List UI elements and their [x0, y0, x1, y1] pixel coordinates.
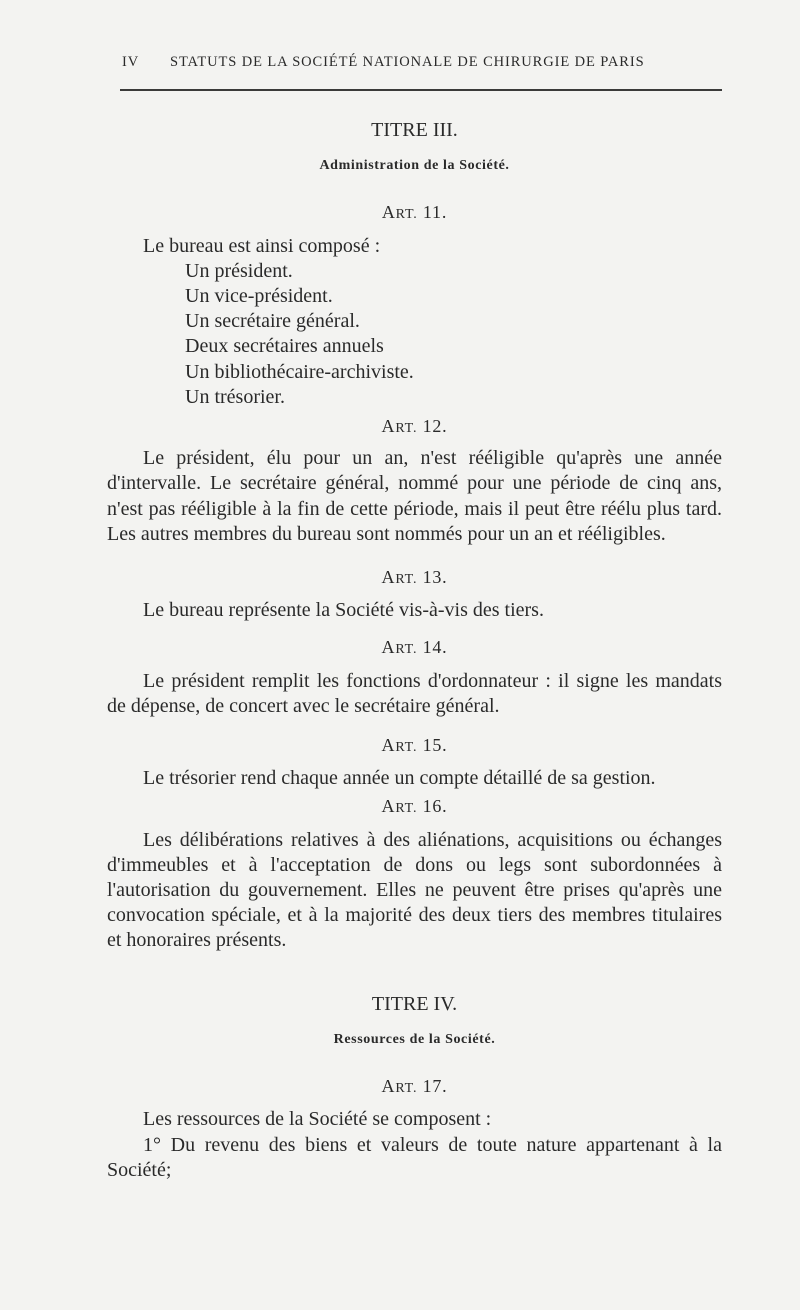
art-14-heading: ART. 14.	[381, 637, 448, 658]
list-item: Un bibliothécaire-archiviste.	[185, 360, 414, 383]
art-15-heading: ART. 15.	[381, 735, 448, 756]
list-item: Un trésorier.	[185, 385, 285, 408]
art-15-text: Le trésorier rend chaque année un compte détaillé de sa gestion.	[143, 767, 656, 790]
art-16-heading: ART. 16.	[381, 796, 448, 817]
art-13-text: Le bureau représente la Société vis-à-vis des tiers.	[143, 599, 544, 622]
art-16-text: Les délibérations relatives à des aliénations, acquisitions ou échanges d'immeubles et à l'acceptation de dons ou legs sont subordonnées à l'autorisation du gouvernement. Elles ne peuvent être prises qu'après une convocation spéciale, et à la majorité des deux tiers des membres titulaires et honoraires présents.	[107, 828, 722, 952]
titre-iv-subtitle: Ressources de la Société.	[333, 1031, 496, 1047]
art-11-heading: ART. 11.	[381, 202, 448, 223]
titre-iv-heading: TITRE IV.	[371, 992, 458, 1015]
art-14-text: Le président remplit les fonctions d'ordonnateur : il signe les mandats de dépense, de concert avec le secrétaire général.	[107, 669, 722, 717]
art-17-intro: Les ressources de la Société se composent :	[143, 1108, 492, 1131]
list-item: Un secrétaire général.	[185, 310, 360, 333]
running-header	[122, 54, 722, 71]
art-17-item-1: 1° Du revenu des biens et valeurs de toute nature appartenant à la Société;	[107, 1133, 722, 1181]
running-title: STATUTS DE LA SOCIÉTÉ NATIONALE DE CHIRURGIE DE PARIS	[170, 54, 645, 70]
list-item: Un vice-président.	[185, 285, 333, 308]
page-body	[107, 118, 722, 1183]
art-12-heading: ART. 12.	[381, 416, 448, 437]
header-rule	[120, 89, 722, 91]
art-11-intro: Le bureau est ainsi composé :	[143, 234, 381, 257]
titre-iii-heading: TITRE III.	[371, 119, 458, 141]
list-item: Deux secrétaires annuels	[185, 335, 384, 358]
art-17-heading: ART. 17.	[381, 1076, 448, 1097]
art-12-text: Le président, élu pour un an, n'est rééligible qu'après une année d'intervalle. Le secrétaire général, nommé pour une période de cinq ans, n'est pas rééligible à la fin de cette période, mais il peut être réélu plus tard. Les autres membres du bureau sont nommés pour un an et rééligibles.	[107, 447, 722, 545]
bureau-members-list	[107, 259, 722, 410]
page-number: IV	[122, 54, 140, 70]
list-item: Un président.	[185, 259, 293, 282]
titre-iii-subtitle: Administration de la Société.	[319, 158, 510, 174]
art-13-heading: ART. 13.	[381, 567, 448, 588]
